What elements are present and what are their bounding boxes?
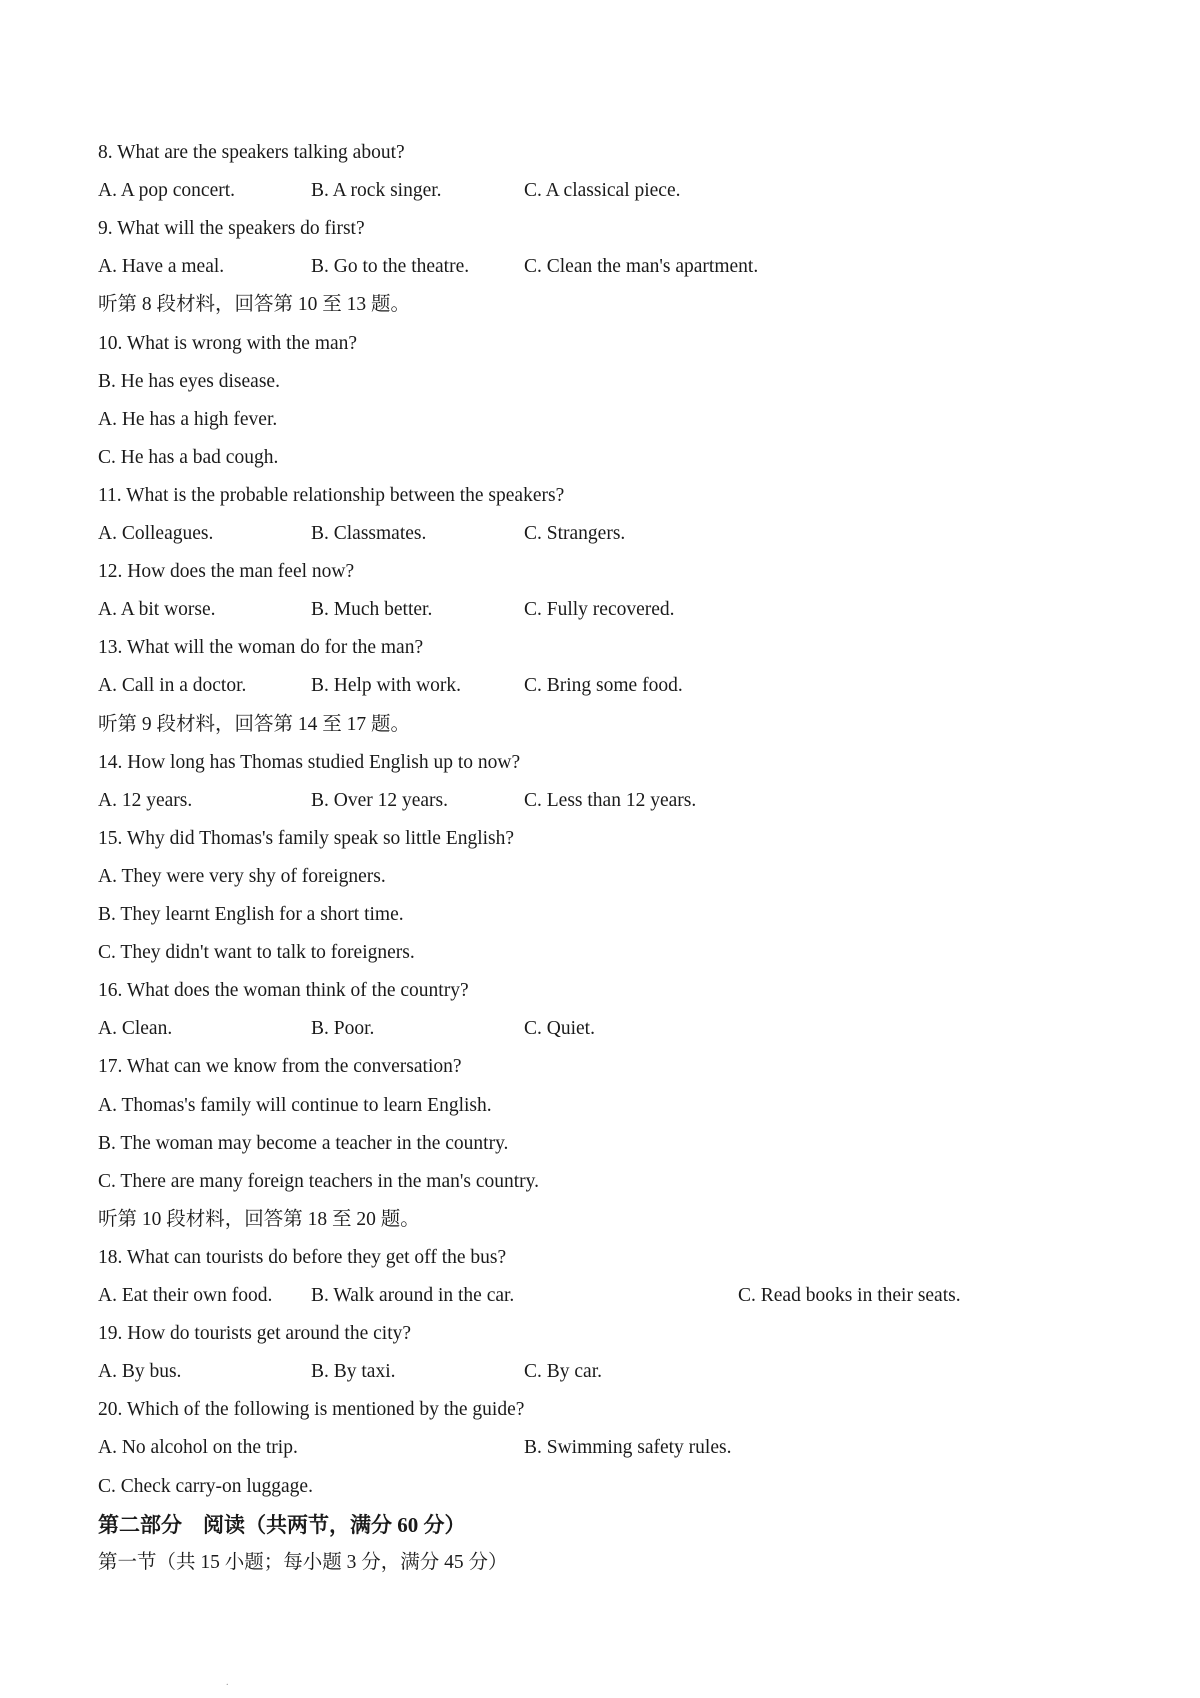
question-text: 8. What are the speakers talking about?	[98, 142, 405, 163]
question-text: 11. What is the probable relationship between the speakers?	[98, 484, 565, 506]
option-a: A. Call in a doctor.	[98, 675, 247, 697]
question-text: 9. What will the speakers do first?	[98, 218, 365, 240]
option-b: B. Go to the theatre.	[311, 256, 470, 278]
question-text: 20. Which of the following is mentioned by the guide?	[98, 1399, 525, 1421]
option-a: A. By bus.	[98, 1361, 182, 1383]
question-text: 10. What is wrong with the man?	[98, 332, 358, 354]
option-line: C. There are many foreign teachers in the man's country.	[98, 1170, 540, 1192]
question-text: 16. What does the woman think of the country?	[98, 980, 469, 1002]
option-c: C. A classical piece.	[524, 180, 681, 202]
option-c: C. Quiet.	[524, 1018, 595, 1040]
options-row	[98, 1284, 1098, 1308]
question-text: 14. How long has Thomas studied English up to now?	[98, 751, 521, 773]
option-line: A. Thomas's family will continue to learn English.	[98, 1094, 492, 1116]
options-row	[98, 674, 1098, 698]
options-row	[98, 255, 1098, 279]
option-b: B. Over 12 years.	[311, 789, 449, 811]
option-a: A. Clean.	[98, 1018, 173, 1040]
option-line: C. He has a bad cough.	[98, 446, 279, 468]
option-line: A. They were very shy of foreigners.	[98, 865, 386, 887]
option-line: B. The woman may become a teacher in the country.	[98, 1132, 509, 1154]
instruction-text: 听第 10 段材料，回答第 18 至 20 题。	[98, 1208, 420, 1230]
option-a: A. Have a meal.	[98, 256, 225, 278]
option-a: A. No alcohol on the trip.	[98, 1437, 298, 1459]
question-text: 18. What can tourists do before they get off the bus?	[98, 1246, 507, 1268]
option-line: B. He has eyes disease.	[98, 370, 280, 392]
option-b: B. Walk around in the car.	[311, 1285, 515, 1306]
section-title: 第二部分 阅读（共两节，满分 60 分）	[98, 1512, 466, 1537]
option-c: C. Read books in their seats.	[738, 1285, 961, 1306]
option-a: A. Eat their own food.	[98, 1285, 273, 1306]
footer-mark: .	[226, 1677, 229, 1688]
option-b: B. Swimming safety rules.	[524, 1437, 732, 1459]
option-c: C. Clean the man's apartment.	[524, 256, 759, 278]
question-text: 17. What can we know from the conversation?	[98, 1056, 462, 1078]
options-row	[98, 1017, 1098, 1041]
option-line: C. Check carry-on luggage.	[98, 1475, 313, 1497]
option-line: C. They didn't want to talk to foreigners.	[98, 942, 415, 964]
option-line: A. He has a high fever.	[98, 408, 278, 430]
options-row	[98, 522, 1098, 546]
options-row	[98, 1360, 1098, 1384]
option-c: C. Bring some food.	[524, 675, 683, 697]
option-a: A. Colleagues.	[98, 523, 214, 544]
option-b: B. Poor.	[311, 1018, 375, 1040]
option-c: C. Strangers.	[524, 523, 626, 544]
option-a: A. 12 years.	[98, 789, 193, 811]
question-text: 13. What will the woman do for the man?	[98, 637, 424, 659]
options-row	[98, 598, 1098, 622]
question-text: 19. How do tourists get around the city?	[98, 1323, 412, 1345]
option-b: B. A rock singer.	[311, 180, 442, 202]
question-text: 15. Why did Thomas's family speak so little English?	[98, 827, 515, 849]
option-c: C. Less than 12 years.	[524, 789, 697, 811]
option-a: A. A bit worse.	[98, 599, 216, 621]
instruction-text: 听第 8 段材料，回答第 10 至 13 题。	[98, 294, 411, 316]
options-row	[98, 789, 1098, 813]
option-b: B. Classmates.	[311, 523, 427, 544]
option-a: A. A pop concert.	[98, 180, 236, 202]
option-c: C. Fully recovered.	[524, 599, 675, 621]
option-c: C. By car.	[524, 1361, 602, 1383]
options-row	[98, 179, 1098, 203]
option-line: B. They learnt English for a short time.	[98, 904, 404, 925]
option-b: B. By taxi.	[311, 1361, 396, 1383]
instruction-text: 第一节（共 15 小题；每小题 3 分，满分 45 分）	[98, 1551, 508, 1573]
instruction-text: 听第 9 段材料，回答第 14 至 17 题。	[98, 713, 411, 735]
question-text: 12. How does the man feel now?	[98, 561, 355, 583]
option-b: B. Much better.	[311, 599, 433, 621]
option-b: B. Help with work.	[311, 675, 462, 697]
options-row	[98, 1436, 1098, 1460]
